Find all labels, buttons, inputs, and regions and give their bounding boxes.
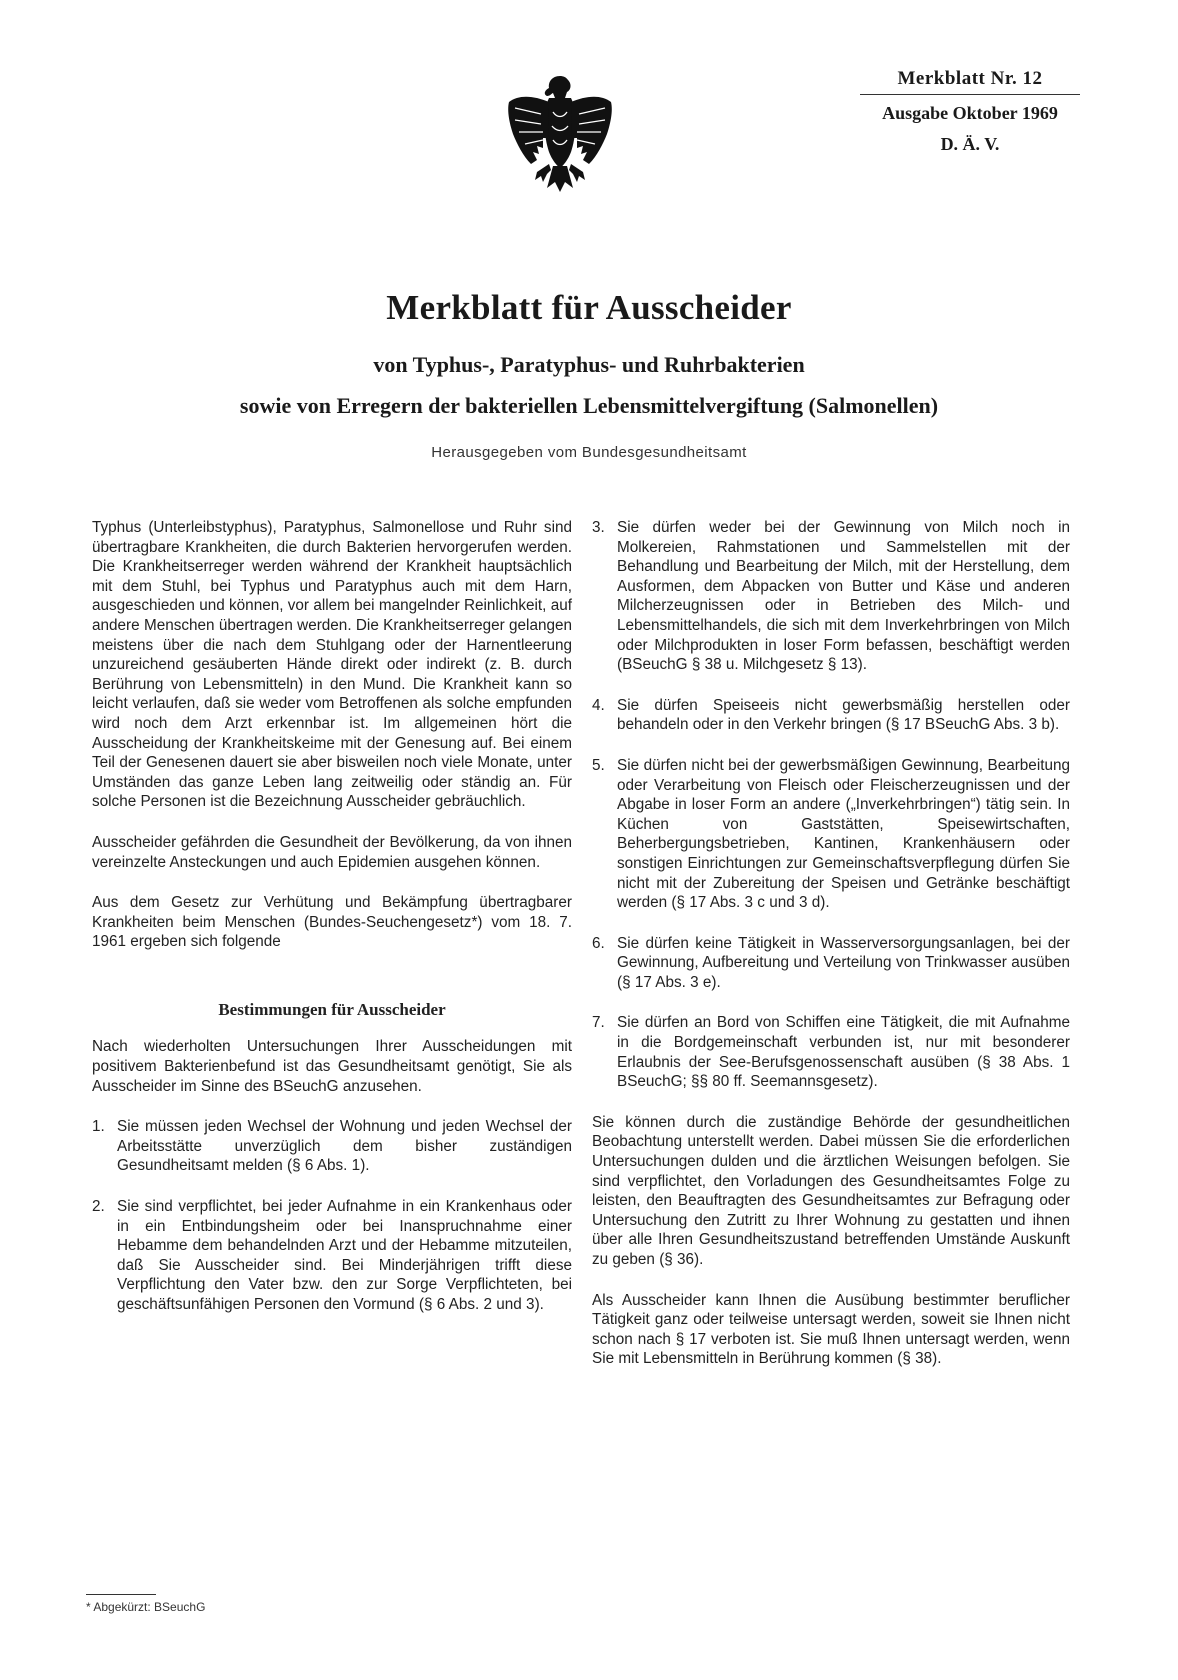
item-text: Sie sind verpflichtet, bei jeder Aufnahme in ein Krankenhaus oder in ein Entbindungsheim oder bei Inanspruchnahme einer Hebamme dem behandelnden Arzt und der Hebamme mitzuteilen, daß Sie Ausscheider sind. Bei Minderjährigen trifft diese Verpflichtung den Vater bzw. den zur Sorge Verpflichteten, bei geschäftsunfähigen Personen den Vormund (§ 6 Abs. 2 und 3). [117,1198,572,1313]
regulation-item [592,518,1070,675]
observation-paragraph: Sie können durch die zuständige Behörde der gesundheitlichen Beobachtung unterstellt werden. Dabei müssen Sie die erforderlichen Untersuchungen dulden und die ärztlichen Weisungen befolgen. Sie sind verpflichtet, den Vorladungen des Gesundheitsamtes Folge zu leisten, den Beauftragten des Gesundheitsamtes zur Befragung oder Untersuchung den Zutritt zu Ihrer Wohnung zu gestatten und ihnen über alle Ihren Gesundheitszustand betreffenden Umstände Auskunft zu geben (§ 36). [592,1113,1070,1268]
item-text: Sie müssen jeden Wechsel der Wohnung und jeden Wechsel der Arbeitsstätte unverzüglich dem bisher zuständigen Gesundheitsamt melden (§ 6 Abs. 1). [117,1118,572,1175]
intro-paragraph-4: Nach wiederholten Untersuchungen Ihrer Ausscheidungen mit positivem Bakterienbefund ist das Gesundheitsamt genötigt, Sie als Ausscheider im Sinne des BSeuchG anzusehen. [92,1038,572,1095]
item-number: 5. [592,756,605,774]
page-title: Merkblatt für Ausscheider [386,288,792,327]
intro-paragraph-3: Aus dem Gesetz zur Verhütung und Bekämpfung übertragbarer Krankheiten beim Menschen (Bundes-Seuchengesetz*) vom 18. 7. 1961 ergeben sich folgende [92,894,572,951]
regulation-list-right [592,518,1070,1092]
issue-date: Ausgabe Oktober 1969 [882,103,1058,123]
footnote-rule [86,1594,156,1595]
prohibition-paragraph: Als Ausscheider kann Ihnen die Ausübung bestimmter beruflicher Tätigkeit ganz oder teilweise untersagt werden, soweit sie Ihnen nicht schon nach § 17 verboten ist. Sie muß Ihnen untersagt werden, wenn Sie mit Lebensmitteln in Berührung kommen (§ 38). [592,1291,1070,1368]
subtitle-2: sowie von Erregern der bakteriellen Lebensmittelvergiftung (Salmonellen) [239,393,939,418]
item-number: 6. [592,934,605,952]
merkblatt-number: Merkblatt Nr. 12 [860,68,1080,95]
item-text: Sie dürfen keine Tätigkeit in Wasserversorgungsanlagen, bei der Gewinnung, Aufbereitung und Verteilung von Trinkwasser ausüben (§ 17 Abs. 3 e). [617,934,1070,991]
item-number: 3. [592,519,605,536]
section-heading: Bestimmungen für Ausscheider [218,999,446,1019]
item-number: 7. [592,1014,605,1032]
item-text: Sie dürfen Speiseeis nicht gewerbsmäßig herstellen oder behandeln oder in den Verkehr bringen (§ 17 BSeuchG Abs. 3 b). [617,696,1070,734]
regulation-item [592,934,1070,993]
intro-paragraph-2: Ausscheider gefährden die Gesundheit der Bevölkerung, da von ihnen vereinzelte Ansteckungen und auch Epidemien ausgehen können. [92,833,572,871]
footnote: * Abgekürzt: BSeuchG [86,1600,206,1614]
editor-line: Herausgegeben vom Bundesgesundheitsamt [431,444,747,461]
right-column [592,518,1070,1390]
item-text: Sie dürfen an Bord von Schiffen eine Tätigkeit, die mit Aufnahme in die Bordgemeinschaft verbunden ist, nur mit besonderer Erlaubnis der See-Berufsgenossenschaft ausüben (§ 38 Abs. 1 BSeuchG; §§ 80 ff. Seemannsgesetz). [617,1014,1070,1091]
left-column [92,518,572,1336]
document-header [860,68,1080,165]
item-number: 1. [92,1118,105,1136]
federal-eagle-emblem [505,68,615,208]
intro-paragraph-1: Typhus (Unterleibstyphus), Paratyphus, Salmonellose und Ruhr sind übertragbare Krankheiten, die durch Bakterien hervorgerufen werden. Die Krankheitserreger werden während der Krankheit hauptsächlich mit dem Stuhl, bei Typhus und Paratyphus auch mit dem Harn, ausgeschieden und können, vor allem bei mangelnder Reinlichkeit, auf andere Menschen übertragen werden. Die Krankheitserreger gelangen meistens über die nach dem Stuhlgang oder der Harnentleerung unzureichend gesäuberten Hände direkt oder indirekt (z. B. durch Berührung von Lebensmitteln) in den Mund. Die Krankheit kann so leicht verlaufen, daß sie weder vom Betroffenen als solche empfunden wird noch dem Arzt erkennbar ist. Im allgemeinen hört die Ausscheidung der Krankheitskeime mit der Genesung auf. Bei einem Teil der Genesenen dauert sie aber bisweilen noch viele Monate, unter Umständen das ganze Leben lang zeitweilig oder ständig an. Für solche Personen ist die Bezeichnung Ausscheider gebräuchlich. [92,519,572,811]
subtitle-1: von Typhus-, Paratyphus- und Ruhrbakterien [373,352,805,377]
regulation-item [592,756,1070,913]
regulation-item [92,1197,572,1315]
item-number: 2. [92,1198,105,1216]
regulation-item [592,1013,1070,1091]
item-number: 4. [592,696,605,714]
regulation-item [592,696,1070,735]
regulation-list-left [92,1117,572,1314]
publisher-abbrev: D. Ä. V. [940,134,1000,154]
regulation-item [92,1117,572,1176]
item-text: Sie dürfen nicht bei der gewerbsmäßigen Gewinnung, Bearbeitung oder Verarbeitung von Fleisch oder Fleischerzeugnissen und der Abgabe in loser Form an andere („Inverkehrbringen“) tätig sein. In Küchen von Gaststätten, Speisewirtschaften, Beherbergungsbetrieben, Kantinen, Krankenhäusern oder sonstigen Einrichtungen zur Gemeinschaftsverpflegung dürfen Sie nicht mit der Zubereitung der Speisen und Getränke beschäftigt werden (§ 17 Abs. 3 c und 3 d). [617,756,1070,912]
item-text: Sie dürfen weder bei der Gewinnung von Milch noch in Molkereien, Rahmstationen und Sammelstellen mit der Behandlung und Bearbeitung der Milch, mit der Herstellung, dem Ausformen, dem Abpacken von Butter und Käse und anderen Milcherzeugnissen oder in Betrieben des Milch- und Lebensmittelhandels, die sich mit dem Inverkehrbringen von Milch oder Milchprodukten in loser Form befassen, beschäftigt werden (BSeuchG § 38 u. Milchgesetz § 13). [617,519,1070,674]
